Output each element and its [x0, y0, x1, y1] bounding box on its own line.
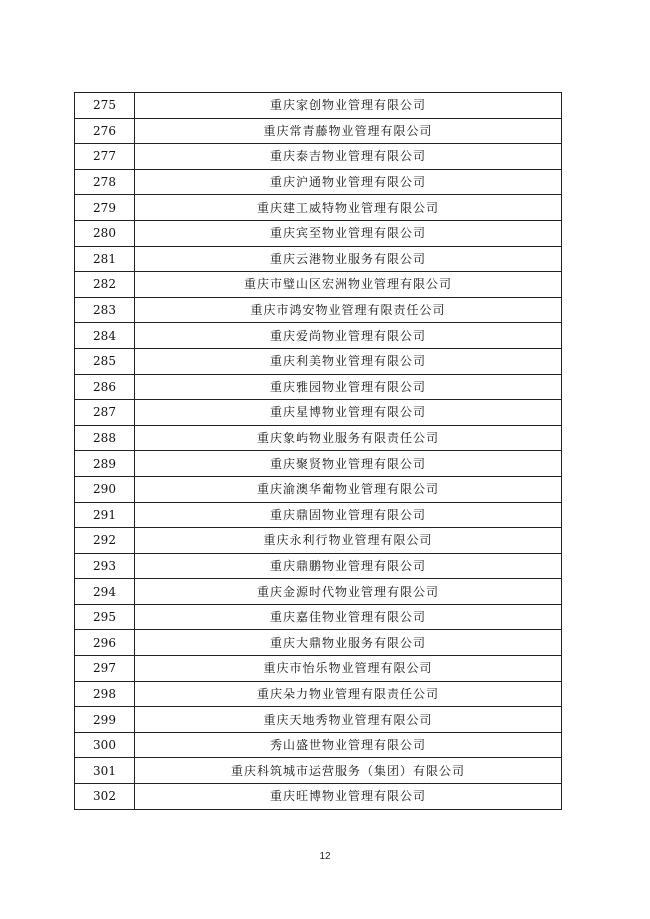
table-row	[75, 323, 562, 349]
company-name-cell: 重庆常青藤物业管理有限公司	[135, 118, 562, 144]
row-number-cell: 295	[75, 604, 135, 630]
table-row	[75, 144, 562, 170]
table-row	[75, 169, 562, 195]
table-row	[75, 93, 562, 119]
company-name-cell: 重庆科筑城市运营服务（集团）有限公司	[135, 758, 562, 784]
table-row	[75, 681, 562, 707]
table-row	[75, 400, 562, 426]
row-number-cell: 281	[75, 246, 135, 272]
row-number-cell: 285	[75, 348, 135, 374]
company-name-cell: 重庆嘉佳物业管理有限公司	[135, 604, 562, 630]
company-name-cell: 重庆星博物业管理有限公司	[135, 400, 562, 426]
row-number-cell: 296	[75, 630, 135, 656]
row-number-cell: 292	[75, 528, 135, 554]
row-number-cell: 275	[75, 93, 135, 119]
company-name-cell: 重庆利美物业管理有限公司	[135, 348, 562, 374]
company-name-cell: 重庆雅园物业管理有限公司	[135, 374, 562, 400]
table-row	[75, 476, 562, 502]
table-row	[75, 297, 562, 323]
table-row	[75, 604, 562, 630]
row-number-cell: 286	[75, 374, 135, 400]
company-list-table	[74, 92, 562, 810]
company-name-cell: 重庆泰吉物业管理有限公司	[135, 144, 562, 170]
row-number-cell: 298	[75, 681, 135, 707]
row-number-cell: 278	[75, 169, 135, 195]
company-name-cell: 重庆家创物业管理有限公司	[135, 93, 562, 119]
company-name-cell: 重庆云港物业服务有限公司	[135, 246, 562, 272]
row-number-cell: 302	[75, 784, 135, 810]
table-row	[75, 732, 562, 758]
row-number-cell: 294	[75, 579, 135, 605]
row-number-cell: 276	[75, 118, 135, 144]
company-name-cell: 重庆永利行物业管理有限公司	[135, 528, 562, 554]
company-name-cell: 重庆天地秀物业管理有限公司	[135, 707, 562, 733]
row-number-cell: 277	[75, 144, 135, 170]
company-name-cell: 重庆宾至物业管理有限公司	[135, 220, 562, 246]
company-name-cell: 重庆旺博物业管理有限公司	[135, 784, 562, 810]
table-row	[75, 758, 562, 784]
row-number-cell: 280	[75, 220, 135, 246]
row-number-cell: 288	[75, 425, 135, 451]
company-name-cell: 重庆大鼎物业服务有限公司	[135, 630, 562, 656]
row-number-cell: 283	[75, 297, 135, 323]
row-number-cell: 284	[75, 323, 135, 349]
row-number-cell: 291	[75, 502, 135, 528]
table-body	[75, 93, 562, 810]
row-number-cell: 299	[75, 707, 135, 733]
table-row	[75, 272, 562, 298]
company-name-cell: 重庆聚贤物业管理有限公司	[135, 451, 562, 477]
table-row	[75, 707, 562, 733]
table-row	[75, 118, 562, 144]
row-number-cell: 289	[75, 451, 135, 477]
company-name-cell: 重庆市璧山区宏洲物业管理有限公司	[135, 272, 562, 298]
table-row	[75, 451, 562, 477]
table-row	[75, 579, 562, 605]
table-row	[75, 246, 562, 272]
table-row	[75, 195, 562, 221]
company-name-cell: 重庆市怡乐物业管理有限公司	[135, 656, 562, 682]
row-number-cell: 293	[75, 553, 135, 579]
table-row	[75, 502, 562, 528]
table-row	[75, 656, 562, 682]
table-row	[75, 528, 562, 554]
table-row	[75, 784, 562, 810]
table-row	[75, 374, 562, 400]
company-name-cell: 秀山盛世物业管理有限公司	[135, 732, 562, 758]
table-row	[75, 553, 562, 579]
row-number-cell: 300	[75, 732, 135, 758]
company-name-cell: 重庆爱尚物业管理有限公司	[135, 323, 562, 349]
company-name-cell: 重庆渝澳华葡物业管理有限公司	[135, 476, 562, 502]
row-number-cell: 279	[75, 195, 135, 221]
row-number-cell: 282	[75, 272, 135, 298]
company-name-cell: 重庆金源时代物业管理有限公司	[135, 579, 562, 605]
row-number-cell: 301	[75, 758, 135, 784]
table-row	[75, 220, 562, 246]
company-name-cell: 重庆市鸿安物业管理有限责任公司	[135, 297, 562, 323]
company-name-cell: 重庆象屿物业服务有限责任公司	[135, 425, 562, 451]
row-number-cell: 287	[75, 400, 135, 426]
page-number: 12	[319, 851, 331, 862]
row-number-cell: 297	[75, 656, 135, 682]
company-name-cell: 重庆建工威特物业管理有限公司	[135, 195, 562, 221]
table-row	[75, 348, 562, 374]
company-name-cell: 重庆鼎固物业管理有限公司	[135, 502, 562, 528]
company-name-cell: 重庆鼎鹏物业管理有限公司	[135, 553, 562, 579]
company-name-cell: 重庆沪通物业管理有限公司	[135, 169, 562, 195]
company-list-table-wrap	[74, 92, 562, 810]
row-number-cell: 290	[75, 476, 135, 502]
table-row	[75, 425, 562, 451]
table-row	[75, 630, 562, 656]
company-name-cell: 重庆朵力物业管理有限责任公司	[135, 681, 562, 707]
